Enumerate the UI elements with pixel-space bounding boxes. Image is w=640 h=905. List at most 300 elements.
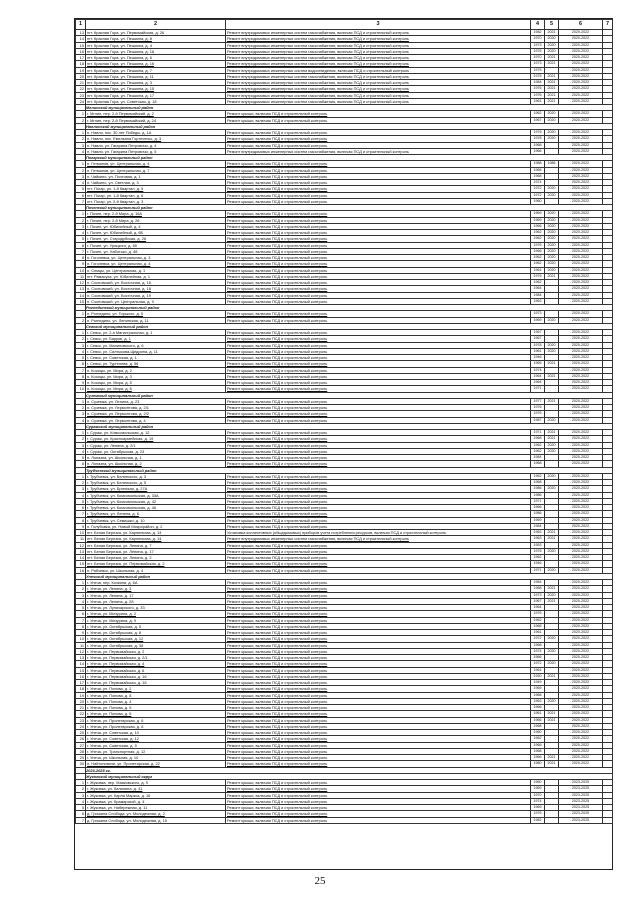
period-cell: 2020-2022 (559, 36, 603, 42)
period-cell: 2020-2022 (559, 511, 603, 517)
address-cell: г. Трубчевск, ул. Белинского, д. 3 (86, 473, 226, 479)
period-cell: 2020-2022 (559, 605, 603, 611)
row-number: 6 (76, 461, 86, 467)
row-number: 24 (76, 723, 86, 729)
work-type-cell: Ремонт крыши, включая ПСД и строительный контроль (226, 273, 531, 279)
address-cell: пгт. Красная Гора, ул. Пешкина, д. 11 (86, 73, 226, 79)
address-cell: п. Голубовка, ул. Новый Микрорайон, д. 2 (86, 523, 226, 529)
period-cell: 2020-2022 (559, 261, 603, 267)
work-type-cell: Ремонт крыши, включая ПСД и строительный контроль (226, 455, 531, 461)
period-cell: 2020-2022 (559, 686, 603, 692)
period-cell: 2020-2022 (559, 86, 603, 92)
address-cell: г. Унеча, ул. Первомайская, д. 4 (86, 661, 226, 667)
address-cell: г. Сураж, ул. Комсомольская, д. 12 (86, 430, 226, 436)
period-cell: 2023-2025 (559, 798, 603, 804)
plan-year-cell: 2020 (545, 267, 559, 273)
address-cell: г. Трубчевск, ул. Комсомольская, д. 42 (86, 498, 226, 504)
build-year-cell: 1986 (531, 511, 545, 517)
work-type-cell: Ремонт крыши, включая ПСД и строительный контроль (226, 717, 531, 723)
build-year-cell: 1962 (531, 236, 545, 242)
section-title: Мглинский муниципальный район (86, 105, 613, 111)
build-year-cell: 1969 (531, 317, 545, 323)
build-year-cell: 1973 (531, 311, 545, 317)
build-year-cell: 1971 (531, 386, 545, 392)
period-cell: 2020-2022 (559, 180, 603, 186)
row-number: 19 (76, 67, 86, 73)
address-cell: п. Сосновский, ул. Восточная, д. 19 (86, 292, 226, 298)
row-number: 9 (76, 261, 86, 267)
build-year-cell: 1961 (531, 630, 545, 636)
plan-year-cell: 2020 (545, 223, 559, 229)
build-year-cell: 1966 (531, 167, 545, 173)
row-number: 4 (76, 598, 86, 604)
plan-year-cell: 2020 (545, 417, 559, 423)
build-year-cell: 1961 (531, 98, 545, 104)
address-cell: г. Жуковка, ул. Калинина, д. 41 (86, 786, 226, 792)
period-cell: 2020-2022 (559, 286, 603, 292)
address-cell: г. Почеп, ул. Стародубская, д. 26 (86, 236, 226, 242)
work-type-cell: Ремонт крыши, включая ПСД и строительный контроль (226, 811, 531, 817)
row-number: 17 (76, 55, 86, 61)
plan-year-cell: 2020 (545, 117, 559, 123)
address-cell: г. Жуковка, ул. Крамарской, д. 4 (86, 798, 226, 804)
plan-year-cell: 2021 (545, 711, 559, 717)
build-year-cell: 1974 (531, 367, 545, 373)
period-cell: 2020-2022 (559, 742, 603, 748)
build-year-cell: 1961 (531, 267, 545, 273)
build-year-cell: 1976 (531, 273, 545, 279)
work-type-cell: Ремонт крыши, включая ПСД и строительный контроль (226, 448, 531, 454)
work-type-cell: Ремонт крыши, включая ПСД и строительный контроль (226, 173, 531, 179)
period-cell: 2020-2022 (559, 148, 603, 154)
work-type-cell: Ремонт крыши, включая ПСД и строительный контроль (226, 436, 531, 442)
row-number: 2 (76, 167, 86, 173)
build-year-cell: 1953 (531, 542, 545, 548)
period-cell: 2020-2022 (559, 417, 603, 423)
period-cell: 2023-2025 (559, 811, 603, 817)
address-cell: г. Почеп, пер. 2-й Мира, д. 16А (86, 211, 226, 217)
build-year-cell: 1968 (531, 586, 545, 592)
address-cell: г. Унеча, ул. Октябрьская, д. 5 (86, 623, 226, 629)
period-cell: 2020-2022 (559, 636, 603, 642)
address-cell: г. Жуковка, ул. Набережная, д. 11 (86, 805, 226, 811)
period-cell: 2020-2022 (559, 748, 603, 754)
section-title: Севский муниципальный район (86, 323, 613, 329)
period-cell: 2020-2022 (559, 548, 603, 554)
row-number: 29 (76, 755, 86, 761)
row-number: 15 (76, 561, 86, 567)
row-number: 6 (76, 505, 86, 511)
section-title: Жуковский муниципальный округ (86, 773, 613, 779)
work-type-cell: Ремонт крыши, включая ПСД и строительный контроль (226, 492, 531, 498)
plan-year-cell: 2021 (545, 80, 559, 86)
plan-year-cell: 2020 (545, 473, 559, 479)
address-cell: п. Навля, ул. Гагарина Петровичи, д. 5 (86, 148, 226, 154)
address-cell: пгт. Рамасуха, ул. Юбилейная, д. 1 (86, 273, 226, 279)
row-number: 14 (76, 555, 86, 561)
address-cell: г. Унеча, ул. Первомайская, д. 2/1 (86, 655, 226, 661)
work-type-cell: Ремонт крыши, включая ПСД и строительный контроль (226, 355, 531, 361)
period-cell: 2020-2022 (559, 480, 603, 486)
row-number: 5 (76, 355, 86, 361)
row-number: 17 (76, 680, 86, 686)
address-cell: г. Почеп, ул. Юбилейный, д. 4 (86, 223, 226, 229)
plan-year-cell: 2021 (545, 55, 559, 61)
period-cell: 2020-2022 (559, 542, 603, 548)
address-cell: г. Севск, ул. Советская, д. 1 (86, 355, 226, 361)
row-number: 4 (76, 492, 86, 498)
work-type-cell: Ремонт крыши, включая ПСД и строительный контроль (226, 748, 531, 754)
work-type-cell: Ремонт крыши, включая ПСД и строительный контроль (226, 292, 531, 298)
address-cell: пгт. Белая Березка, ул. Карпенкова, д. 14 (86, 536, 226, 542)
address-cell: пгт. Красная Гора, ул. Пешкина, д. 18 (86, 48, 226, 54)
work-type-cell: Установка коллективных (общедомовых) приборов учета потребления ресурсов, включая ПСД и строительный контроль (226, 530, 531, 536)
header-col-3: 3 (226, 20, 531, 30)
row-number: 14 (76, 661, 86, 667)
plan-year-cell: 2020 (545, 186, 559, 192)
plan-year-cell: 1986 (545, 161, 559, 167)
address-cell: г. Унеча, пер. Кочкина, д. 6А (86, 580, 226, 586)
build-year-cell: 1962 (531, 280, 545, 286)
build-year-cell: 1963 (531, 530, 545, 536)
work-type-cell: Ремонт внутридомовых инженерных систем газоснабжения, включая ПСД и строительный контроль (226, 36, 531, 42)
period-cell: 2020-2022 (559, 611, 603, 617)
period-cell: 2020-2022 (559, 561, 603, 567)
row-number: 21 (76, 80, 86, 86)
work-type-cell: Ремонт внутридомовых инженерных систем газоснабжения, включая ПСД и строительный контроль (226, 61, 531, 67)
build-year-cell: 1969 (531, 786, 545, 792)
work-type-cell: Ремонт крыши, включая ПСД и строительный контроль (226, 586, 531, 592)
plan-year-cell: 2020 (545, 255, 559, 261)
build-year-cell: 1972 (531, 192, 545, 198)
address-cell: г. Унеча, ул. Попова, д. 8 (86, 692, 226, 698)
work-type-cell: Ремонт крыши, включая ПСД и строительный контроль (226, 517, 531, 523)
build-year-cell: 1966 (531, 755, 545, 761)
address-cell: г. Унеча, ул. Ленина, д. 17 (86, 592, 226, 598)
build-year-cell: 1976 (531, 48, 545, 54)
build-year-cell: 1961 (531, 348, 545, 354)
period-cell: 2020-2022 (559, 567, 603, 573)
row-number: 30 (76, 761, 86, 767)
work-type-cell: Ремонт крыши, включая ПСД и строительный контроль (226, 636, 531, 642)
build-year-cell: 1967 (531, 117, 545, 123)
plan-year-cell: 2021 (545, 373, 559, 379)
row-number: 3 (76, 486, 86, 492)
build-year-cell: 1987 (531, 417, 545, 423)
work-type-cell: Ремонт крыши, включая ПСД и строительный контроль (226, 280, 531, 286)
address-cell: п. Суземка, ул. Лермонтова, д. 2/1 (86, 405, 226, 411)
plan-year-cell: 2021 (545, 717, 559, 723)
row-number: 1 (76, 161, 86, 167)
row-number: 2 (76, 786, 86, 792)
work-type-cell: Ремонт крыши, включая ПСД и строительный контроль (226, 348, 531, 354)
plan-year-cell: 2020 (545, 567, 559, 573)
period-cell: 2020-2022 (559, 161, 603, 167)
plan-year-cell: 2020 (545, 242, 559, 248)
work-type-cell: Ремонт крыши, включая ПСД и строительный контроль (226, 111, 531, 117)
work-type-cell: Ремонт крыши, включая ПСД и строительный контроль (226, 398, 531, 404)
plan-year-cell: 2020 (545, 592, 559, 598)
period-cell: 2020-2022 (559, 717, 603, 723)
row-number: 1 (76, 311, 86, 317)
period-cell: 2020-2022 (559, 448, 603, 454)
work-type-cell: Ремонт внутридомовых инженерных систем газоснабжения, включая ПСД и строительный контроль (226, 42, 531, 48)
period-cell: 2020-2022 (559, 330, 603, 336)
period-cell: 2020-2022 (559, 280, 603, 286)
period-cell: 2020-2022 (559, 198, 603, 204)
period-cell: 2020-2022 (559, 292, 603, 298)
work-type-cell: Ремонт крыши, включая ПСД и строительный контроль (226, 548, 531, 554)
build-year-cell: 1968 (531, 173, 545, 179)
plan-year-cell: 2020 (545, 348, 559, 354)
plan-year-cell: 2021 (545, 273, 559, 279)
row-number: 1 (76, 330, 86, 336)
period-cell: 2020-2022 (559, 355, 603, 361)
address-cell: г. Трубчевск, ул. Брянская, д. 27А (86, 486, 226, 492)
build-year-cell: 1960 (531, 780, 545, 786)
build-year-cell: 1968 (531, 748, 545, 754)
address-cell: п. Косицы, ул. Мира, д. 2 (86, 367, 226, 373)
row-number: 5 (76, 805, 86, 811)
row-number: 9 (76, 380, 86, 386)
row-number: 1 (76, 780, 86, 786)
work-type-cell: Ремонт крыши, включая ПСД и строительный контроль (226, 561, 531, 567)
work-type-cell: Ремонт крыши, включая ПСД и строительный контроль (226, 430, 531, 436)
row-number: 7 (76, 248, 86, 254)
work-type-cell: Ремонт внутридомовых инженерных систем газоснабжения, включая ПСД и строительный контроль (226, 86, 531, 92)
period-cell: 2020-2022 (559, 373, 603, 379)
work-type-cell: Ремонт крыши, включая ПСД и строительный контроль (226, 630, 531, 636)
period-cell: 2020-2022 (559, 380, 603, 386)
row-number: 24 (76, 98, 86, 104)
row-number: 5 (76, 236, 86, 242)
work-type-cell: Ремонт крыши, включая ПСД и строительный контроль (226, 405, 531, 411)
work-type-cell: Ремонт крыши, включая ПСД и строительный контроль (226, 167, 531, 173)
build-year-cell: 1946 (531, 561, 545, 567)
work-type-cell: Ремонт крыши, включая ПСД и строительный контроль (226, 580, 531, 586)
period-cell: 2020-2022 (559, 80, 603, 86)
address-cell: г. Сураж, ул. Октябрьская, д. 23 (86, 448, 226, 454)
row-number: 22 (76, 86, 86, 92)
work-type-cell: Ремонт внутридомовых инженерных систем газоснабжения, включая ПСД и строительный контроль (226, 536, 531, 542)
row-number: 5 (76, 498, 86, 504)
address-cell: пгт. Погар, ул. 1-й Квартал, д. 6 (86, 192, 226, 198)
row-number: 4 (76, 348, 86, 354)
address-cell: г. Унеча, ул. Попова, д. 4 (86, 698, 226, 704)
row-number: 10 (76, 267, 86, 273)
build-year-cell: 1974 (531, 180, 545, 186)
work-type-cell: Ремонт крыши, включая ПСД и строительный контроль (226, 342, 531, 348)
row-number: 2 (76, 336, 86, 342)
row-number: 2 (76, 480, 86, 486)
period-cell: 2023-2025 (559, 792, 603, 798)
period-cell: 2020-2022 (559, 598, 603, 604)
work-type-cell: Ремонт крыши, включая ПСД и строительный контроль (226, 505, 531, 511)
build-year-cell: 1982 (531, 817, 545, 823)
build-year-cell: 1973 (531, 42, 545, 48)
work-type-cell: Ремонт крыши, включая ПСД и строительный контроль (226, 780, 531, 786)
work-type-cell: Ремонт внутридомовых инженерных систем газоснабжения, включая ПСД и строительный контроль (226, 55, 531, 61)
work-type-cell: Ремонт крыши, включая ПСД и строительный контроль (226, 498, 531, 504)
plan-year-cell: 2020 (545, 442, 559, 448)
row-number: 14 (76, 292, 86, 298)
work-type-cell: Ремонт крыши, включая ПСД и строительный контроль (226, 723, 531, 729)
row-number: 8 (76, 373, 86, 379)
period-cell: 2023-2025 (559, 817, 603, 823)
row-number: 13 (76, 286, 86, 292)
period-cell: 2020-2022 (559, 386, 603, 392)
row-number: 1 (76, 111, 86, 117)
row-number: 1 (76, 130, 86, 136)
work-type-cell: Ремонт крыши, включая ПСД и строительный контроль (226, 311, 531, 317)
build-year-cell: 1966 (531, 705, 545, 711)
build-year-cell: 1972 (531, 636, 545, 642)
build-year-cell: 1972 (531, 186, 545, 192)
row-number: 18 (76, 61, 86, 67)
work-type-cell: Ремонт крыши, включая ПСД и строительный контроль (226, 605, 531, 611)
period-cell: 2020-2022 (559, 61, 603, 67)
work-type-cell: Ремонт крыши, включая ПСД и строительный контроль (226, 686, 531, 692)
address-cell: г. Унеча, ул. Транспортная, д. 12 (86, 748, 226, 754)
work-type-cell: Ремонт крыши, включая ПСД и строительный контроль (226, 367, 531, 373)
build-year-cell: 1946 (531, 355, 545, 361)
work-type-cell: Ремонт крыши, включая ПСД и строительный контроль (226, 192, 531, 198)
page-number: 25 (314, 875, 326, 887)
work-type-cell: Ремонт крыши, включая ПСД и строительный контроль (226, 705, 531, 711)
work-type-cell: Ремонт крыши, включая ПСД и строительный контроль (226, 211, 531, 217)
period-cell: 2020-2022 (559, 173, 603, 179)
address-cell: пгт. Красная Гора, ул. Пешкина, д. 4 (86, 42, 226, 48)
address-cell: пгт. Погар, ул. 1-й Квартал, д. 5 (86, 186, 226, 192)
build-year-cell: 1978 (531, 342, 545, 348)
header-col-7: 7 (603, 20, 613, 30)
row-number: 4 (76, 417, 86, 423)
period-cell: 2020-2022 (559, 117, 603, 123)
plan-year-cell: 2020 (545, 42, 559, 48)
period-cell: 2020-2022 (559, 555, 603, 561)
row-number: 8 (76, 255, 86, 261)
address-cell: пгт. Красная Гора, ул. Пешкина, д. 3 (86, 80, 226, 86)
work-type-cell: Ремонт крыши, включая ПСД и строительный контроль (226, 486, 531, 492)
build-year-cell: 1962 (531, 473, 545, 479)
address-cell: п. Навля, ул. Гагарина Петровичи, д. 4 (86, 142, 226, 148)
build-year-cell: 1968 (531, 436, 545, 442)
section-title: Суражский муниципальный район (86, 423, 613, 429)
build-year-cell: 1967 (531, 330, 545, 336)
row-number: 22 (76, 711, 86, 717)
build-year-cell: 1970 (531, 792, 545, 798)
build-year-cell: 1984 (531, 580, 545, 586)
period-cell: 2020-2022 (559, 698, 603, 704)
plan-year-cell: 2020 (545, 192, 559, 198)
work-type-cell: Ремонт крыши, включая ПСД и строительный контроль (226, 230, 531, 236)
address-cell: пгт. Красная Гора, ул. Пешкина, д. 8 (86, 36, 226, 42)
build-year-cell: 1969 (531, 217, 545, 223)
header-col-4: 4 (531, 20, 545, 30)
period-cell: 2020-2022 (559, 367, 603, 373)
period-cell: 2020-2022 (559, 342, 603, 348)
row-number: 6 (76, 242, 86, 248)
address-cell: г. Унеча, ул. Советская, д. 12 (86, 736, 226, 742)
address-cell: пгт. Белая Березка, ул. Карпенкова, д. 14 (86, 530, 226, 536)
address-cell: г. Унеча, ул. Пролетарская, д. 8 (86, 723, 226, 729)
work-type-cell: Ремонт крыши, включая ПСД и строительный контроль (226, 480, 531, 486)
work-type-cell: Ремонт крыши, включая ПСД и строительный контроль (226, 655, 531, 661)
address-cell: п. Косицы, ул. Мира, д. 6 (86, 386, 226, 392)
period-cell: 2020-2022 (559, 436, 603, 442)
row-number: 11 (76, 273, 86, 279)
address-cell: г. Унеча, ул. Пролетарская, д. 6 (86, 717, 226, 723)
work-type-cell: Ремонт крыши, включая ПСД и строительный контроль (226, 542, 531, 548)
address-cell: п. Суземка, ул. Лермонтова, д. 2/2 (86, 411, 226, 417)
build-year-cell: 1962 (531, 111, 545, 117)
address-cell: г. Унеча, ул. Попова, д. 2 (86, 686, 226, 692)
work-type-cell: Ремонт крыши, включая ПСД и строительный контроль (226, 336, 531, 342)
row-number: 11 (76, 536, 86, 542)
work-type-cell: Ремонт внутридомовых инженерных систем газоснабжения, включая ПСД и строительный контроль (226, 30, 531, 36)
build-year-cell: 1976 (531, 86, 545, 92)
address-cell: г. Унеча, ул. Октябрьская, д. 38 (86, 642, 226, 648)
row-number: 15 (76, 42, 86, 48)
address-cell: п. Сосновский, ул. Восточная, д. 16 (86, 280, 226, 286)
work-type-cell: Ремонт крыши, включая ПСД и строительный контроль (226, 136, 531, 142)
row-number: 4 (76, 148, 86, 154)
row-number: 18 (76, 686, 86, 692)
build-year-cell: 1961 (531, 667, 545, 673)
row-number: 3 (76, 592, 86, 598)
build-year-cell: 1982 (531, 30, 545, 36)
period-cell: 2020-2022 (559, 142, 603, 148)
row-number: 9 (76, 630, 86, 636)
work-type-cell: Ремонт крыши, включая ПСД и строительный контроль (226, 798, 531, 804)
build-year-cell: 1964 (531, 380, 545, 386)
period-cell: 2020-2022 (559, 361, 603, 367)
row-number: 5 (76, 605, 86, 611)
work-type-cell: Ремонт крыши, включая ПСД и строительный контроль (226, 817, 531, 823)
row-number: 4 (76, 180, 86, 186)
row-number: 16 (76, 567, 86, 573)
work-type-cell: Ремонт крыши, включая ПСД и строительный контроль (226, 186, 531, 192)
row-number: 2 (76, 586, 86, 592)
plan-year-cell: 2020 (545, 248, 559, 254)
plan-year-cell: 2020 (545, 230, 559, 236)
work-type-cell: Ремонт крыши, включая ПСД и строительный контроль (226, 161, 531, 167)
address-cell: п. Гетманов, ул. Центральная, д. 7 (86, 167, 226, 173)
row-number: 23 (76, 92, 86, 98)
plan-year-cell: 2021 (545, 598, 559, 604)
build-year-cell: 1973 (531, 592, 545, 598)
row-number: 10 (76, 386, 86, 392)
build-year-cell: 1971 (531, 430, 545, 436)
address-cell: г. Унеча, ул. Первомайская, д. 16 (86, 673, 226, 679)
build-year-cell: 1966 (531, 505, 545, 511)
build-year-cell: 1968 (531, 642, 545, 648)
build-year-cell: 1964 (531, 286, 545, 292)
plan-year-cell: 2021 (545, 73, 559, 79)
plan-year-cell: 2021 (545, 92, 559, 98)
table-header-row (76, 20, 613, 30)
build-year-cell: 1962 (531, 448, 545, 454)
work-type-cell: Ремонт крыши, включая ПСД и строительный контроль (226, 417, 531, 423)
build-year-cell: 1984 (531, 523, 545, 529)
work-type-cell: Ремонт крыши, включая ПСД и строительный контроль (226, 730, 531, 736)
period-cell: 2020-2022 (559, 530, 603, 536)
row-number: 13 (76, 655, 86, 661)
plan-year-cell: 2020 (545, 317, 559, 323)
work-type-cell: Ремонт крыши, включая ПСД и строительный контроль (226, 742, 531, 748)
header-col-1: 1 (76, 20, 86, 30)
work-type-cell: Ремонт крыши, включая ПСД и строительный контроль (226, 611, 531, 617)
